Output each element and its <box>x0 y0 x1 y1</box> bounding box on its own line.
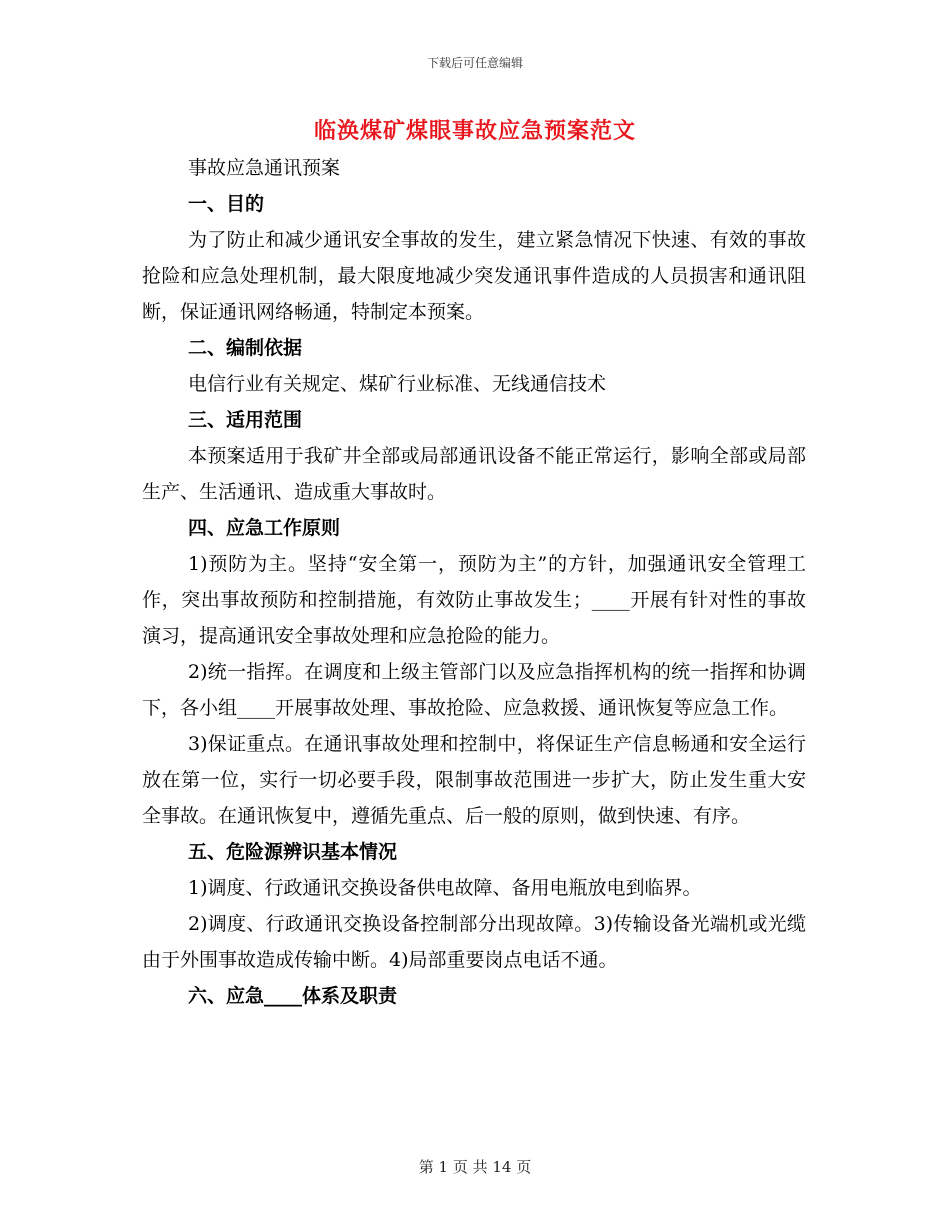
paragraph: 1)调度、行政通讯交换设备供电故障、备用电瓶放电到临界。 <box>188 877 702 899</box>
paragraph: 电信行业有关规定、煤矿行业标准、无线通信技术 <box>188 373 607 395</box>
section-heading-2: 二、编制依据 <box>188 337 303 359</box>
paragraph: 3)保证重点。在通讯事故处理和控制中，将保证生产信息畅通和安全运行放在第一位，实行一切必要手段，限制事故范围进一步扩大，防止发生重大安全事故。在通讯恢复中，遵循先重点、后一般的原则，做到快速、有序。 <box>142 733 806 827</box>
section-heading-3: 三、适用范围 <box>188 409 303 431</box>
paragraph: 2)统一指挥。在调度和上级主管部门以及应急指挥机构的统一指挥和协调下，各小组____开展事故处理、事故抢险、应急救援、通讯恢复等应急工作。 <box>142 661 806 719</box>
section-heading-4: 四、应急工作原则 <box>188 517 341 539</box>
page-footer: 第 1 页 共 14 页 <box>418 1158 532 1176</box>
paragraph: 2)调度、行政通讯交换设备控制部分出现故障。3)传输设备光端机或光缆由于外围事故造成传输中断。4)局部重要岗点电话不通。 <box>142 913 806 971</box>
page-header: 下载后可任意编辑 <box>426 56 523 70</box>
document-body <box>142 150 806 1014</box>
subtitle: 事故应急通讯预案 <box>188 157 341 179</box>
section-heading-5: 五、危险源辨识基本情况 <box>188 841 398 863</box>
paragraph: 1)预防为主。坚持“安全第一，预防为主”的方针，加强通讯安全管理工作，突出事故预防和控制措施，有效防止事故发生；____开展有针对性的事故演习，提高通讯安全事故处理和应急抢险的能力。 <box>142 553 806 647</box>
paragraph: 为了防止和减少通讯安全事故的发生，建立紧急情况下快速、有效的事故抢险和应急处理机制，最大限度地减少突发通讯事件造成的人员损害和通讯阻断，保证通讯网络畅通，特制定本预案。 <box>142 229 806 323</box>
section-heading-1: 一、目的 <box>188 193 265 215</box>
document-title: 临涣煤矿煤眼事故应急预案范文 <box>313 118 636 144</box>
paragraph: 本预案适用于我矿井全部或局部通讯设备不能正常运行，影响全部或局部生产、生活通讯、造成重大事故时。 <box>142 445 806 503</box>
section-heading-6: 六、应急____体系及职责 <box>188 985 398 1007</box>
